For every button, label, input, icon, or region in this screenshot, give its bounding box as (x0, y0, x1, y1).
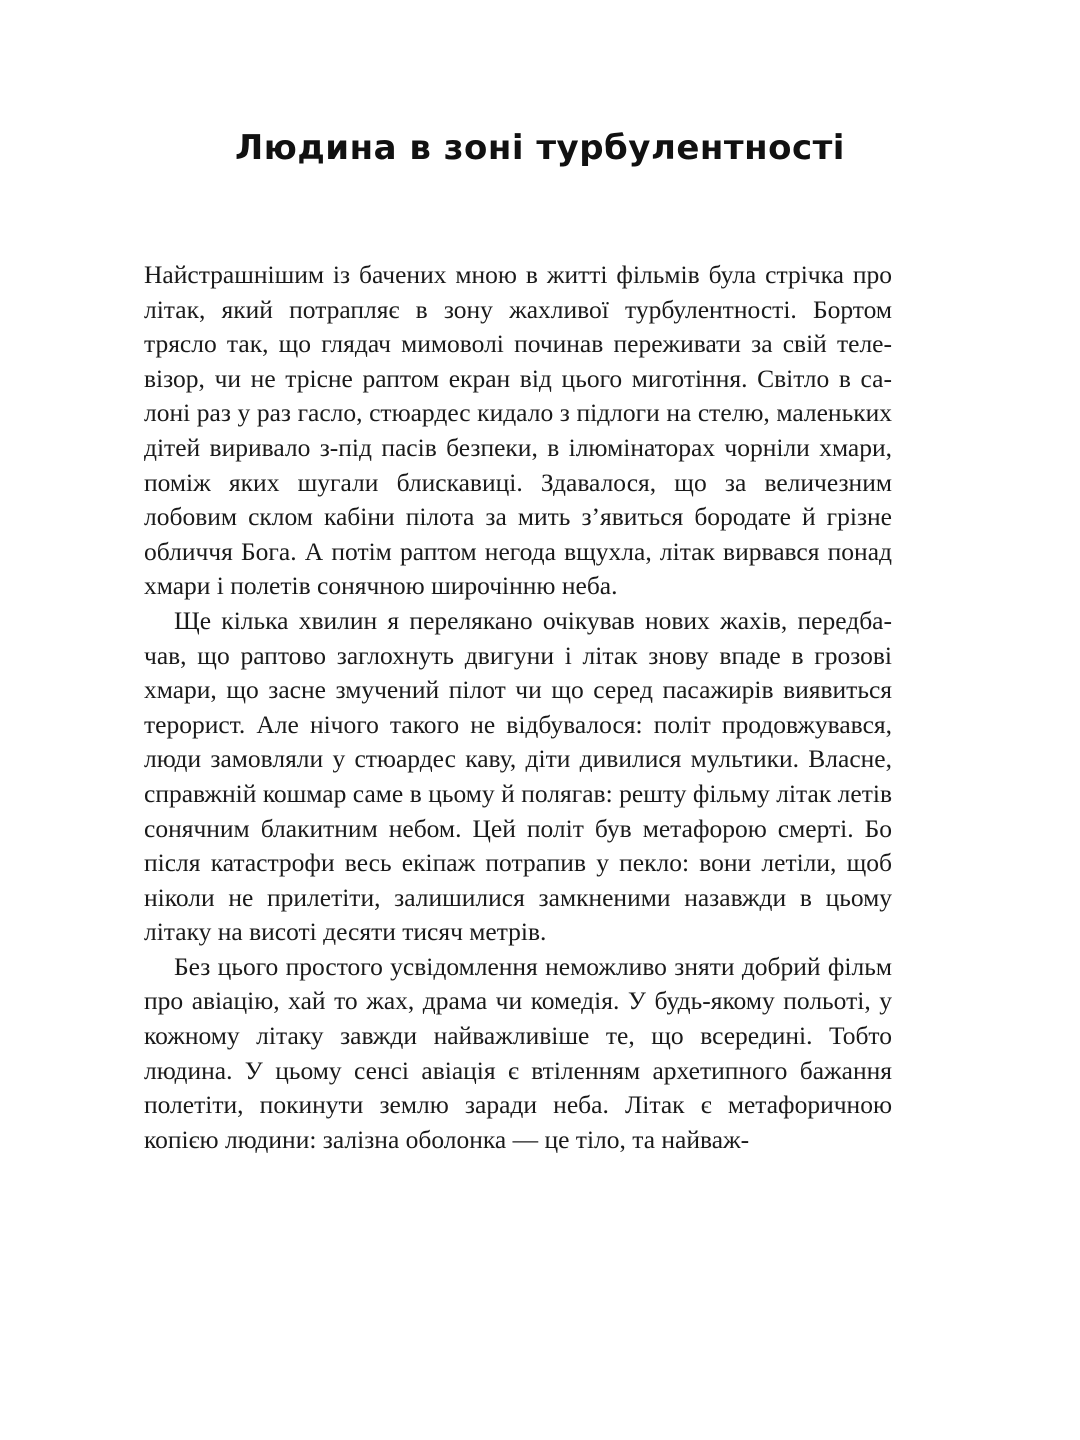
paragraph-3: Без цього простого усвідомлення неможливо зняти добрий фільм про авіацію, хай то жах, драма чи комедія. У будь-якому польоті, у кожному літаку завжди найважливіше те, що всередині. Тобто людина. У цьому сенсі авіація є втіленням архетипного бажання полетіти, покинути землю заради неба. Літак є метафоричною копією людини: залізна оболонка — це тіло, та найваж- (144, 951, 892, 1154)
body-text (144, 258, 892, 1157)
paragraph-1: Найстрашнішим із бачених мною в житті фільмів була стрічка про літак, який потрапляє в зону жахливої турбулентності. Бортом трясло так, що глядач мимоволі починав переживати за свій телевізор, чи не трісне раптом екран від цього миготіння. Світло в салоні раз у раз гасло, стюардес кидало з підлоги на стелю, маленьких дітей виривало з-під пасів безпеки, в ілюмінаторах чорніли хмари, поміж яких шугали блискавиці. Здавалося, що за величезним лобовим склом кабіни пілота за мить з’явиться бородате й грізне обличчя Бога. А потім раптом негода вщухла, літак вирвався понад хмари і полетів сонячною широчінню неба. (144, 260, 892, 601)
paragraph-2: Ще кілька хвилин я перелякано очікував нових жахів, передбачав, що раптово заглохнуть двигуни і літак знову впаде в грозові хмари, що засне змучений пілот чи що серед пасажирів виявиться терорист. Але нічого такого не відбувалося: політ продовжувався, люди замовляли у стюардес каву, діти дивилися мультики. Власне, справжній кошмар саме в цьому й полягав: решту фільму літак летів сонячним блакитним небом. Цей політ був метафорою смерті. Бо після катастрофи весь екіпаж потрапив у пекло: вони летіли, щоб ніколи не прилетіти, залишилися замкненими назавжди в цьому літаку на висоті десяти тисяч метрів. (144, 605, 892, 947)
chapter-title: Людина в зоні турбулентності (235, 128, 845, 168)
